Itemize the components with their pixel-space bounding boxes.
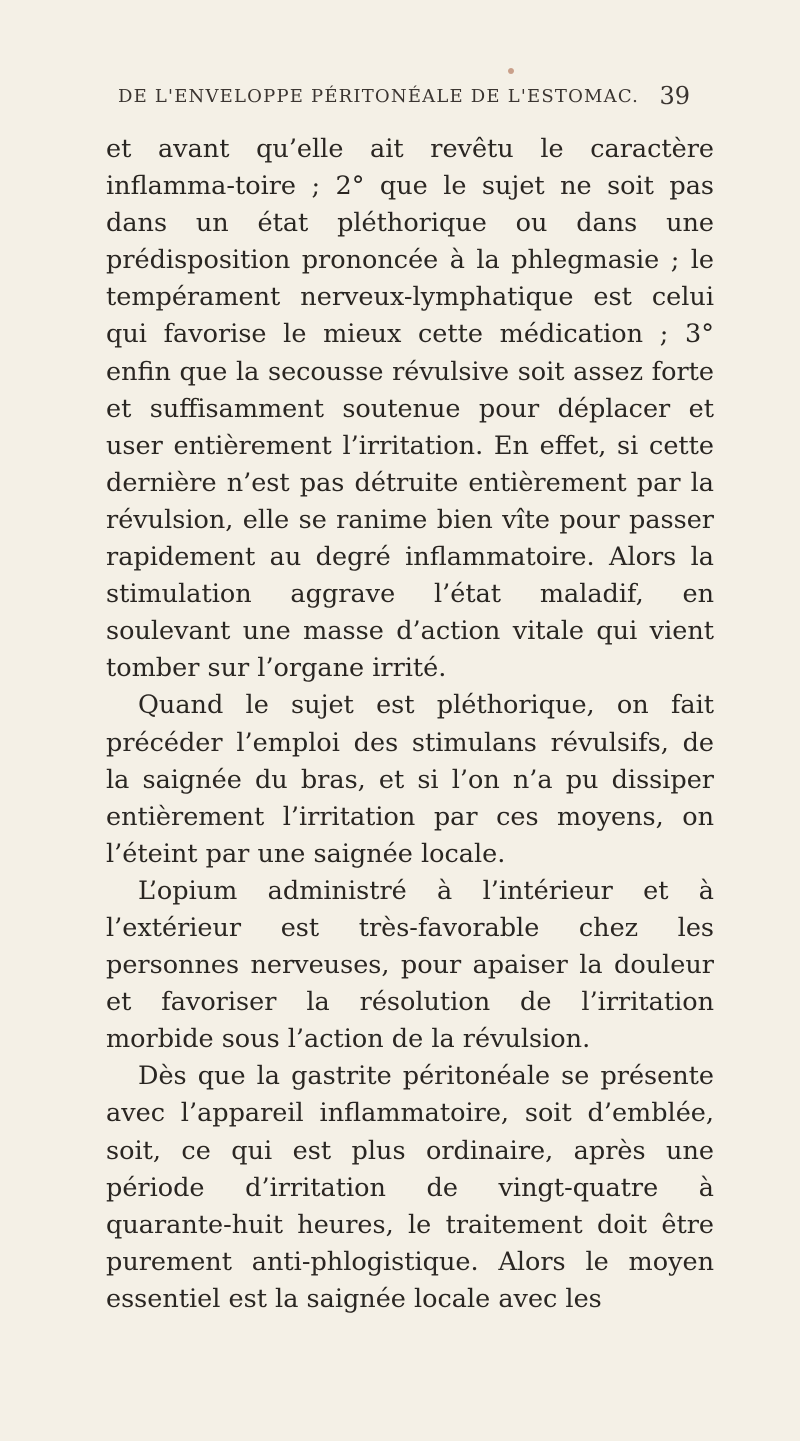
paragraph-1: et avant qu’elle ait revêtu le caractère inflamma-toire ; 2° que le sujet ne soit pas dans un état pléthorique ou dans une prédisposition prononcée à la phlegmasie ; le tempérament nerveux-lymphatique est celui qui favorise le mieux cette médication ; 3° enfin que la secousse révulsive soit assez forte et suffisamment soutenue pour déplacer et user entièrement l’irritation. En effet, si cette dernière n’est pas détruite entièrement par la révulsion, elle se ranime bien vîte pour passer rapidement au degré inflammatoire. Alors la stimulation aggrave l’état maladif, en soulevant une masse d’action vitale qui vient tomber sur l’organe irrité.: [106, 134, 714, 684]
running-header: [0, 78, 800, 114]
page-number: 39: [659, 82, 690, 110]
paragraph-4: Dès que la gastrite péritonéale se présente avec l’appareil inflammatoire, soit d’emblée, soit, ce qui est plus ordinaire, après une période d’irritation de vingt-quatre à quarante-huit heures, le traitement doit être purement anti-phlogistique. Alors le moyen essentiel est la saignée locale avec les: [106, 1061, 714, 1314]
running-title: DE L'ENVELOPPE PÉRITONÉALE DE L'ESTOMAC.: [118, 86, 640, 107]
body-text: [106, 131, 714, 1318]
paragraph-3: L’opium administré à l’intérieur et à l’extérieur est très-favorable chez les personnes nerveuses, pour apaiser la douleur et favoriser la résolution de l’irritation morbide sous l’action de la révulsion.: [106, 875, 714, 1055]
ink-spot: [508, 68, 514, 74]
paragraph-2: Quand le sujet est pléthorique, on fait précéder l’emploi des stimulans révulsifs, de la saignée du bras, et si l’on n’a pu dissiper entièrement l’irritation par ces moyens, on l’éteint par une saignée locale.: [106, 690, 714, 869]
